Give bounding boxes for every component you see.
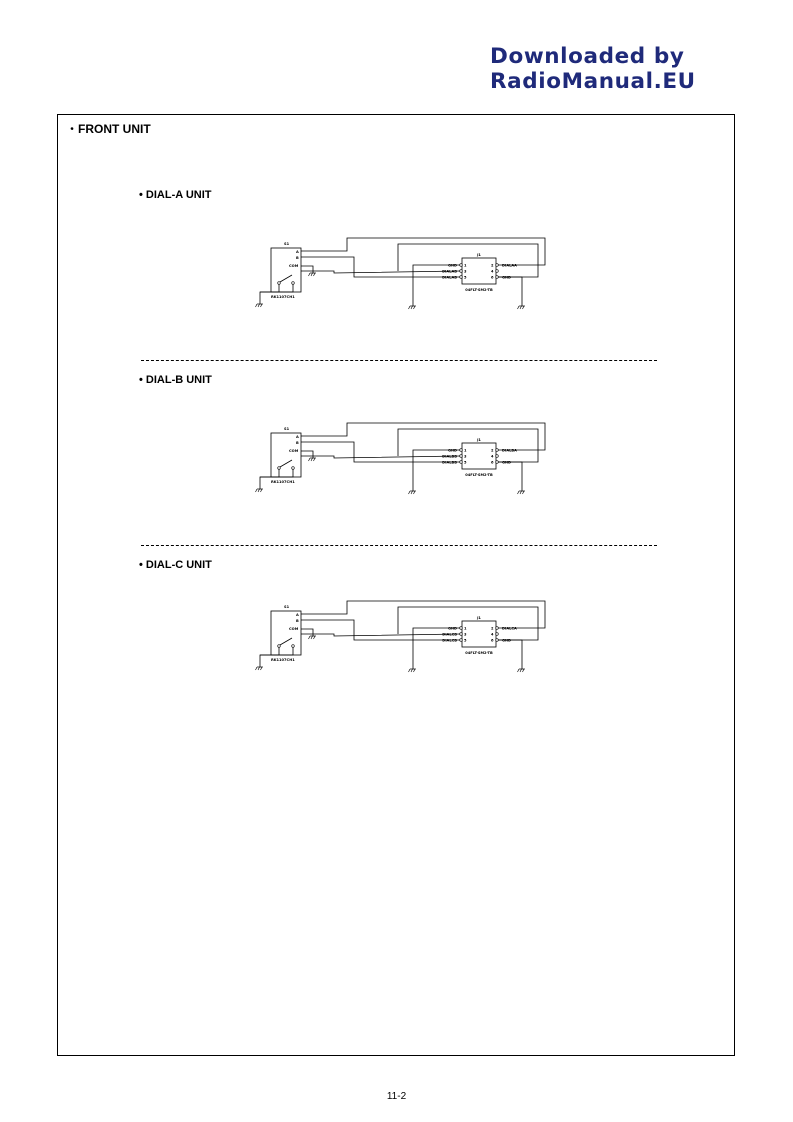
connector-pin-number: 3 [464,269,467,274]
connector-pin-number: 5 [464,275,467,280]
connector-pin-number: 2 [491,263,494,268]
switch-body [271,611,301,655]
right-signal-label: GND [502,460,511,465]
divider [141,545,657,546]
watermark-line-1: Downloaded by [490,44,685,69]
connector-pin [496,627,499,630]
ground-symbol [409,669,417,672]
switch-pin-label: B [296,441,299,445]
connector-pin-number: 3 [464,454,467,459]
ground-symbol [309,636,317,639]
unit-title-dial-a: • DIAL-A UNIT [139,189,212,201]
connector-pin-number: 1 [464,263,467,268]
schematic-drawing [250,599,550,679]
ground-symbol [309,273,317,276]
wire [260,647,293,655]
schematic-dial-c [250,599,550,679]
ground-symbol [518,491,526,494]
wire [260,469,279,489]
wire [498,462,522,491]
switch-ref: S1 [284,427,290,431]
switch-contact [278,282,281,285]
connector-part-number: 04FLT-SM2-TB [465,288,493,292]
ground-symbol [309,458,317,461]
unit-title-dial-c: • DIAL-C UNIT [139,559,212,571]
wire [301,629,313,636]
wire [301,634,460,636]
connector-pin [460,264,463,267]
ground-symbol [409,306,417,309]
left-signal-label: GND [448,263,457,268]
connector-pin [496,461,499,464]
connector-ref: J1 [477,438,481,442]
switch-lever [280,638,292,645]
wire [301,271,460,273]
switch-contact [292,467,295,470]
connector-pin-number: 2 [491,448,494,453]
connector-pin-number: 5 [464,638,467,643]
connector-pin [496,639,499,642]
connector-pin-number: 6 [491,460,494,465]
wire [260,284,279,304]
schematic-drawing [250,421,550,501]
connector-pin [496,633,499,636]
switch-pin-label: B [296,619,299,623]
connector-pin-number: 3 [464,632,467,637]
schematic-drawing [250,236,550,316]
wire [301,266,313,273]
switch-lever [280,460,292,467]
connector-pin-number: 6 [491,275,494,280]
connector-pin-number: 4 [491,632,494,637]
switch-pin-label: B [296,256,299,260]
switch-part-number: RK1107CH1 [271,480,295,484]
switch-contact [292,645,295,648]
wire [260,469,293,477]
switch-body [271,248,301,292]
left-signal-label: GND [448,448,457,453]
unit-title-dial-b: • DIAL-B UNIT [139,374,212,386]
switch-pin-label: COM [289,264,299,268]
ground-symbol [518,669,526,672]
switch-pin-label: COM [289,627,299,631]
switch-contact [278,467,281,470]
schematic-dial-b [250,421,550,501]
switch-ref: S1 [284,242,290,246]
switch-lever [280,275,292,282]
switch-pin-label: COM [289,449,299,453]
connector-pin-number: 5 [464,460,467,465]
left-signal-label: DIALBB [442,460,457,465]
connector-pin [460,627,463,630]
schematic-dial-a [250,236,550,316]
connector-pin [460,639,463,642]
switch-pin-label: A [296,435,299,439]
connector-pin [496,455,499,458]
left-signal-label: DIALCB [442,632,457,637]
ground-symbol [256,489,264,492]
connector-pin [460,449,463,452]
connector-pin-number: 2 [491,626,494,631]
connector-pin [496,449,499,452]
connector-ref: J1 [477,616,481,620]
wire [260,647,279,667]
watermark [490,44,720,94]
connector-pin [460,455,463,458]
connector-pin [496,264,499,267]
wire [498,640,522,669]
left-signal-label: GND [448,626,457,631]
switch-pin-label: A [296,250,299,254]
left-signal-label: DIALBB [442,454,457,459]
divider [141,360,657,361]
switch-part-number: RK1107CH1 [271,295,295,299]
switch-contact [292,282,295,285]
connector-pin-number: 1 [464,626,467,631]
section-title: ・FRONT UNIT [66,122,151,136]
right-signal-label: DIALAA [502,263,517,268]
left-signal-label: DIALAB [442,269,457,274]
ground-symbol [256,667,264,670]
connector-part-number: 04FLT-SM2-TB [465,651,493,655]
right-signal-label: GND [502,638,511,643]
switch-part-number: RK1107CH1 [271,658,295,662]
right-signal-label: DIALCA [502,626,517,631]
connector-pin [460,633,463,636]
wire [301,456,460,458]
connector-pin-number: 4 [491,454,494,459]
left-signal-label: DIALAB [442,275,457,280]
switch-contact [278,645,281,648]
page-number: 11-2 [386,1091,407,1102]
left-signal-label: DIALCB [442,638,457,643]
wire [260,284,293,292]
switch-pin-label: A [296,613,299,617]
connector-pin-number: 6 [491,638,494,643]
right-signal-label: DIALBA [502,448,517,453]
connector-pin [496,270,499,273]
connector-pin-number: 4 [491,269,494,274]
wire [301,451,313,458]
connector-pin [460,276,463,279]
ground-symbol [256,304,264,307]
connector-part-number: 04FLT-SM2-TB [465,473,493,477]
watermark-line-2: RadioManual.EU [490,69,696,94]
ground-symbol [518,306,526,309]
connector-pin [460,270,463,273]
connector-pin-number: 1 [464,448,467,453]
connector-pin [460,461,463,464]
switch-body [271,433,301,477]
ground-symbol [409,491,417,494]
switch-ref: S1 [284,605,290,609]
right-signal-label: GND [502,275,511,280]
wire [498,277,522,306]
connector-pin [496,276,499,279]
connector-ref: J1 [477,253,481,257]
